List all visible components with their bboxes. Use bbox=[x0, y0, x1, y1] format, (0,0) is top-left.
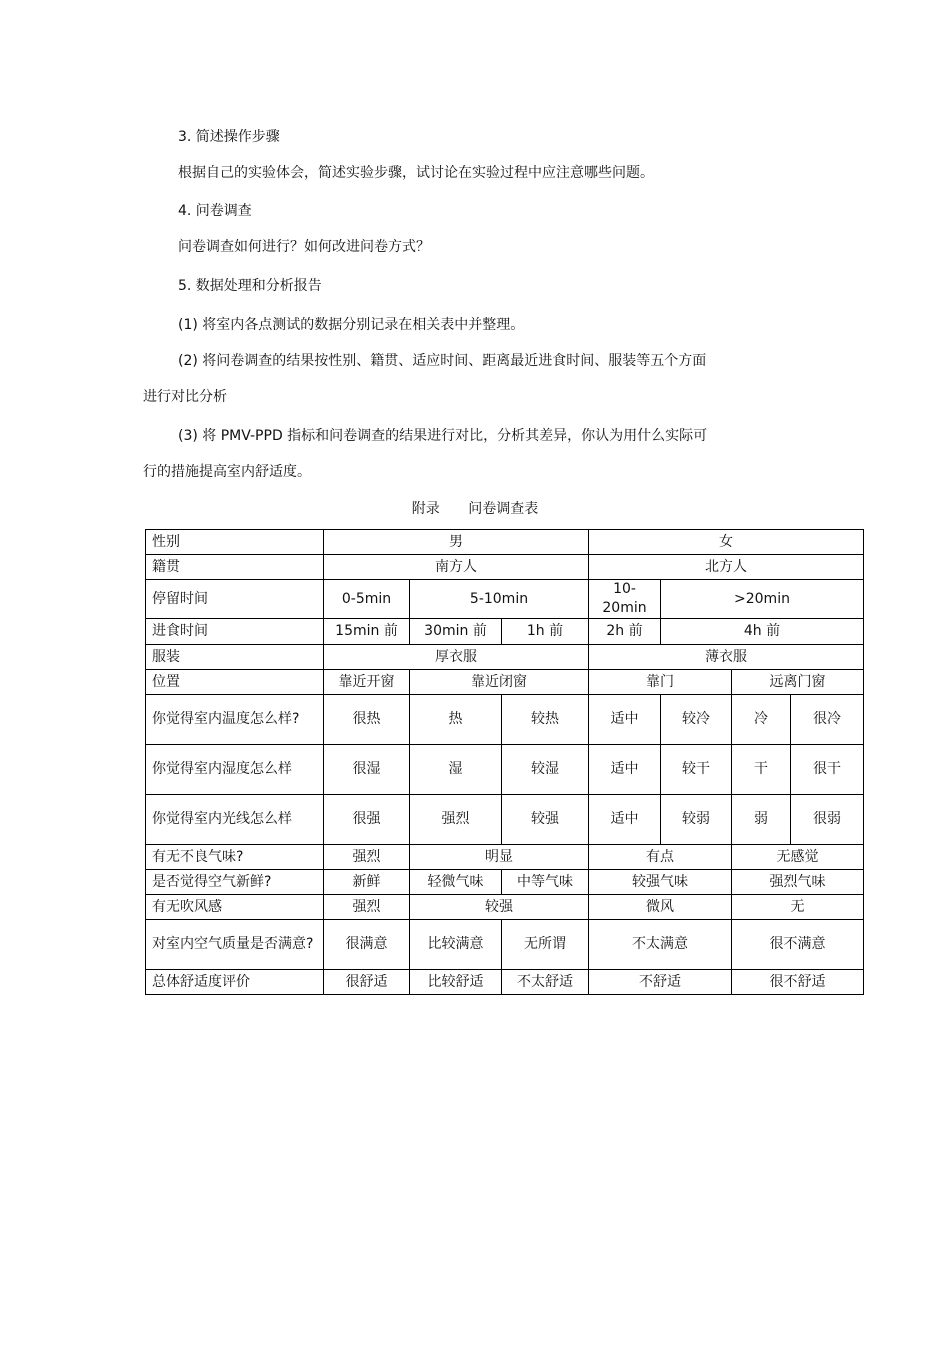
table-cell: 不太舒适 bbox=[502, 970, 589, 995]
step4-heading: 4. 问卷调查 bbox=[178, 203, 252, 219]
table-cell: 适中 bbox=[589, 745, 661, 795]
row-label: 你觉得室内光线怎么样 bbox=[146, 795, 324, 845]
table-cell: 30min 前 bbox=[410, 619, 502, 645]
table-cell: 强烈 bbox=[324, 845, 410, 870]
table-cell: 热 bbox=[410, 695, 502, 745]
row-label: 有无不良气味? bbox=[146, 845, 324, 870]
row-label: 你觉得室内温度怎么样? bbox=[146, 695, 324, 745]
row-label: 进食时间 bbox=[146, 619, 324, 645]
table-cell: 比较舒适 bbox=[410, 970, 502, 995]
table-cell: 靠近闭窗 bbox=[410, 670, 589, 695]
table-row-gender bbox=[146, 530, 864, 555]
table-cell: 强烈 bbox=[410, 795, 502, 845]
table-cell: 较强 bbox=[410, 895, 589, 920]
table-cell: 很干 bbox=[791, 745, 864, 795]
table-cell: 15min 前 bbox=[324, 619, 410, 645]
table-cell: 无所谓 bbox=[502, 920, 589, 970]
table-cell: 比较满意 bbox=[410, 920, 502, 970]
table-cell: 明显 bbox=[410, 845, 589, 870]
table-row-odor bbox=[146, 845, 864, 870]
table-cell: 很冷 bbox=[791, 695, 864, 745]
row-label: 对室内空气质量是否满意? bbox=[146, 920, 324, 970]
step4-body: 问卷调查如何进行？如何改进问卷方式？ bbox=[178, 239, 430, 255]
row-label: 是否觉得空气新鲜? bbox=[146, 870, 324, 895]
table-cell: 微风 bbox=[589, 895, 732, 920]
table-cell: 有点 bbox=[589, 845, 732, 870]
row-label: 服装 bbox=[146, 645, 324, 670]
table-cell: 轻微气味 bbox=[410, 870, 502, 895]
table-row-overall-comfort bbox=[146, 970, 864, 995]
table-cell: 较强 bbox=[502, 795, 589, 845]
table-row-freshness bbox=[146, 870, 864, 895]
table-cell: 5-10min bbox=[410, 580, 589, 619]
table-cell: 较冷 bbox=[661, 695, 732, 745]
row-label: 籍贯 bbox=[146, 555, 324, 580]
table-cell: 4h 前 bbox=[661, 619, 864, 645]
table-row-lighting bbox=[146, 795, 864, 845]
table-cell: 强烈气味 bbox=[732, 870, 864, 895]
table-cell: 很不满意 bbox=[732, 920, 864, 970]
cell-northern: 北方人 bbox=[589, 555, 864, 580]
table-cell: 不舒适 bbox=[589, 970, 732, 995]
table-cell: 干 bbox=[732, 745, 791, 795]
table-cell: 薄衣服 bbox=[589, 645, 864, 670]
table-cell: 较干 bbox=[661, 745, 732, 795]
step3-body: 根据自己的实验体会，简述实验步骤，试讨论在实验过程中应注意哪些问题。 bbox=[178, 165, 654, 181]
table-title-name: 问卷调查表 bbox=[468, 501, 539, 517]
table-cell: 较湿 bbox=[502, 745, 589, 795]
table-cell: 靠门 bbox=[589, 670, 732, 695]
table-cell: 靠近开窗 bbox=[324, 670, 410, 695]
table-row-draft bbox=[146, 895, 864, 920]
table-cell: 较热 bbox=[502, 695, 589, 745]
table-cell: 强烈 bbox=[324, 895, 410, 920]
step5-item2-cont: 进行对比分析 bbox=[143, 389, 227, 405]
table-cell: 无感觉 bbox=[732, 845, 864, 870]
table-row-clothing bbox=[146, 645, 864, 670]
table-cell: 很不舒适 bbox=[732, 970, 864, 995]
table-cell: 远离门窗 bbox=[732, 670, 864, 695]
row-label: 停留时间 bbox=[146, 580, 324, 619]
table-cell: 0-5min bbox=[324, 580, 410, 619]
table-title-appendix: 附录 bbox=[411, 501, 440, 517]
table-cell: 较强气味 bbox=[589, 870, 732, 895]
table-row-temperature bbox=[146, 695, 864, 745]
table-cell: 2h 前 bbox=[589, 619, 661, 645]
table-cell: 适中 bbox=[589, 795, 661, 845]
table-row-position bbox=[146, 670, 864, 695]
table-cell: 冷 bbox=[732, 695, 791, 745]
step5-heading: 5. 数据处理和分析报告 bbox=[178, 278, 322, 294]
table-cell: 很热 bbox=[324, 695, 410, 745]
step5-item1: (1) 将室内各点测试的数据分别记录在相关表中并整理。 bbox=[178, 317, 525, 333]
table-cell: 厚衣服 bbox=[324, 645, 589, 670]
table-cell: 1h 前 bbox=[502, 619, 589, 645]
row-label: 性别 bbox=[146, 530, 324, 555]
table-cell: 很满意 bbox=[324, 920, 410, 970]
table-cell: 很强 bbox=[324, 795, 410, 845]
table-cell: 无 bbox=[732, 895, 864, 920]
table-row-meal-time bbox=[146, 619, 864, 645]
table-cell: 很弱 bbox=[791, 795, 864, 845]
survey-table bbox=[145, 529, 864, 995]
cell-southern: 南方人 bbox=[324, 555, 589, 580]
table-cell: 弱 bbox=[732, 795, 791, 845]
cell-male: 男 bbox=[324, 530, 589, 555]
step5-item3: (3) 将 PMV-PPD 指标和问卷调查的结果进行对比，分析其差异，你认为用什么实际可 bbox=[178, 428, 708, 444]
table-cell: >20min bbox=[661, 580, 864, 619]
table-cell: 适中 bbox=[589, 695, 661, 745]
table-cell: 新鲜 bbox=[324, 870, 410, 895]
table-cell: 10-20min bbox=[589, 580, 661, 619]
row-label: 位置 bbox=[146, 670, 324, 695]
row-label: 你觉得室内湿度怎么样 bbox=[146, 745, 324, 795]
table-cell: 很舒适 bbox=[324, 970, 410, 995]
table-cell: 湿 bbox=[410, 745, 502, 795]
table-title bbox=[0, 500, 950, 518]
cell-female: 女 bbox=[589, 530, 864, 555]
step5-item2: (2) 将问卷调查的结果按性别、籍贯、适应时间、距离最近进食时间、服装等五个方面 bbox=[178, 353, 707, 369]
table-cell: 不太满意 bbox=[589, 920, 732, 970]
step5-item3-cont: 行的措施提高室内舒适度。 bbox=[143, 464, 311, 480]
step3-heading: 3. 简述操作步骤 bbox=[178, 129, 280, 145]
table-row-stay-time bbox=[146, 580, 864, 619]
table-row-humidity bbox=[146, 745, 864, 795]
table-cell: 较弱 bbox=[661, 795, 732, 845]
table-cell: 中等气味 bbox=[502, 870, 589, 895]
row-label: 总体舒适度评价 bbox=[146, 970, 324, 995]
table-row-origin bbox=[146, 555, 864, 580]
row-label: 有无吹风感 bbox=[146, 895, 324, 920]
table-cell: 很湿 bbox=[324, 745, 410, 795]
table-row-air-quality bbox=[146, 920, 864, 970]
